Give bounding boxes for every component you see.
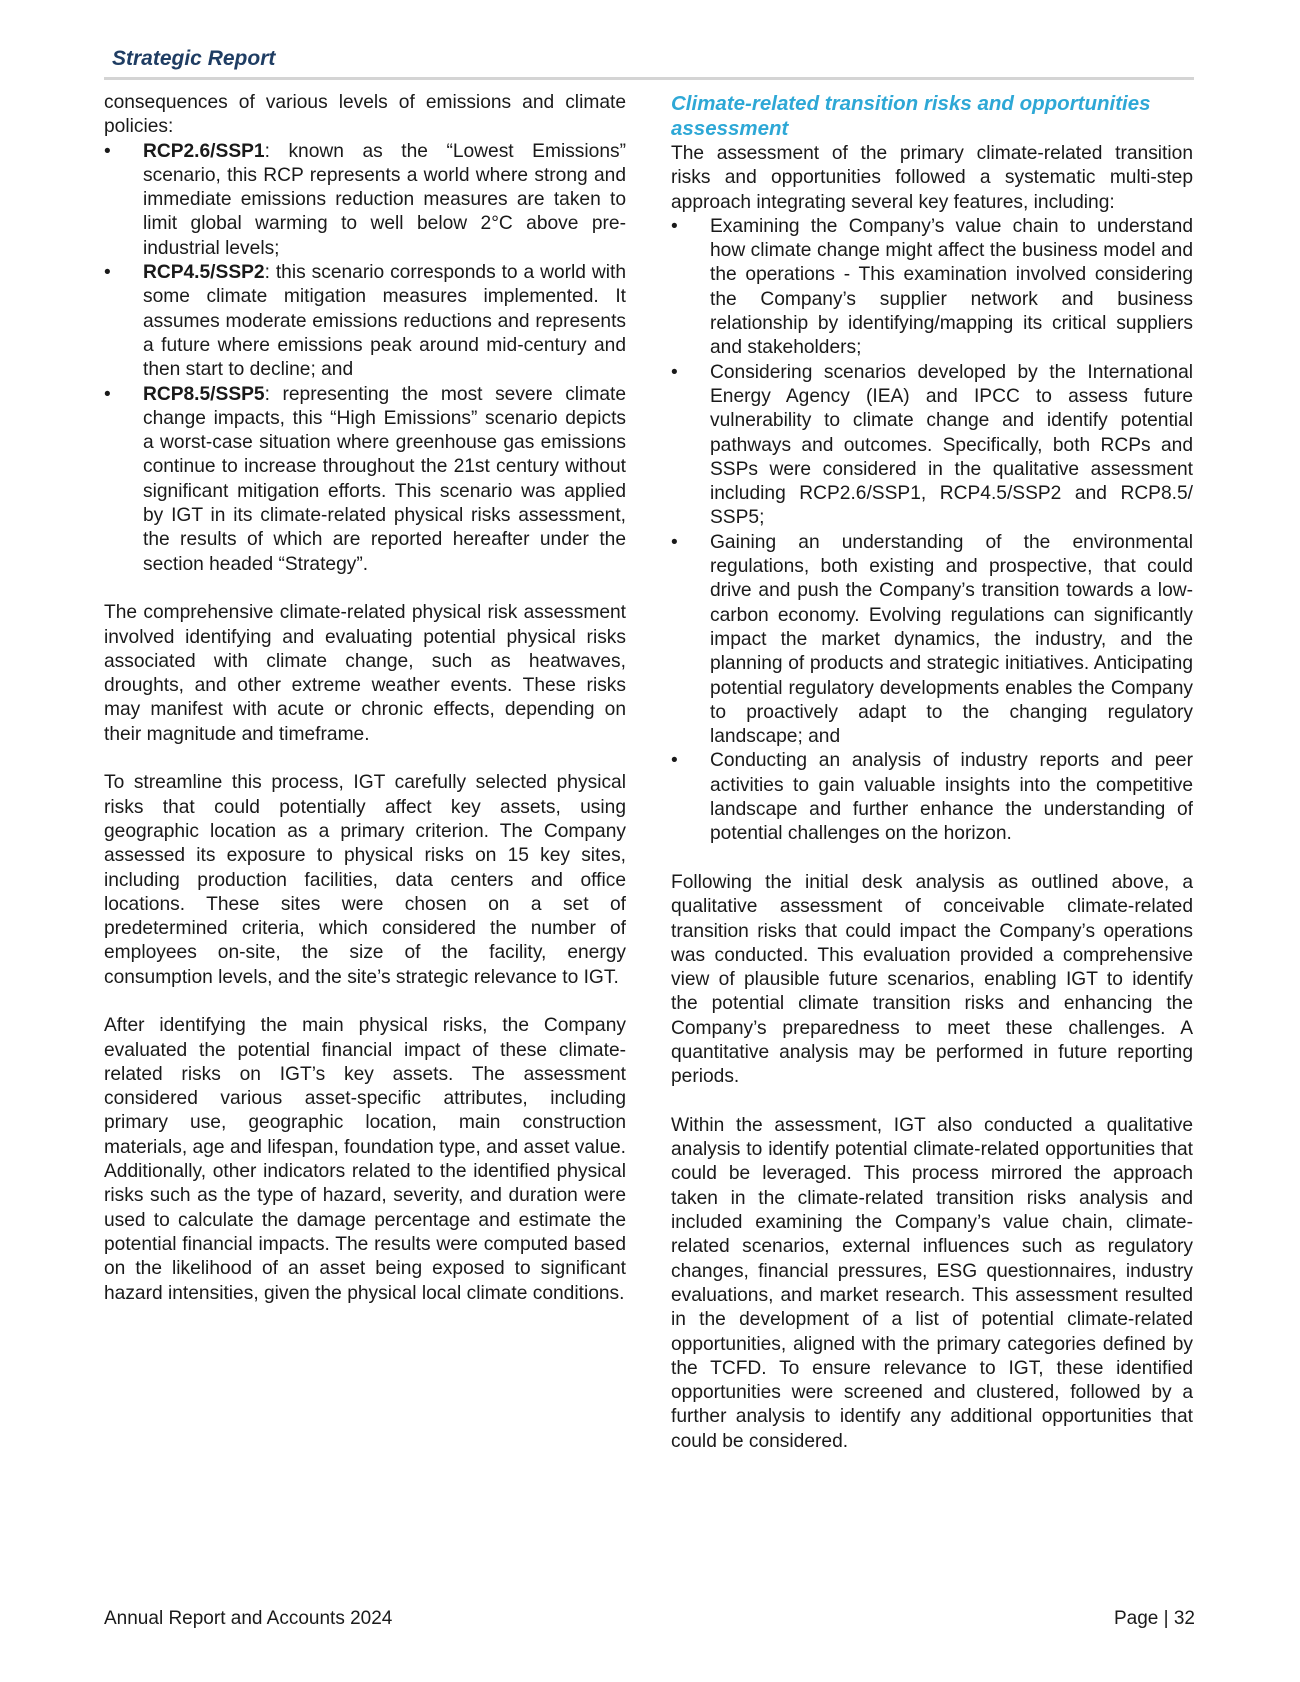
scenario-item (104, 261, 626, 382)
approach-text: Examining the Company’s value chain to understand how climate change might affect the business model and the operations - This examination involved considering the Company’s supplier network and business relationship by identifying/mapping its critical suppliers and stakeholders; (710, 215, 1193, 359)
footer-report-title: Annual Report and Accounts 2024 (104, 1608, 393, 1629)
body-paragraph: To streamline this process, IGT carefully selected physical risks that could potentially affect key assets, using geographic location as a primary criterion. The Company assessed its exposure to physical risks on 15 key sites, including production facilities, data centers and office locations. These sites were chosen on a set of predetermined criteria, which considered the number of employees on-site, the size of the facility, energy consumption levels, and the site’s strategic relevance to IGT. (104, 772, 626, 988)
scenario-item (104, 383, 626, 577)
left-column (104, 91, 626, 1306)
body-paragraph: After identifying the main physical risks, the Company evaluated the potential financial impact of these climate-related risks on IGT’s key assets. The assessment considered various asset-specific attributes, including primary use, geographic location, main construction materials, age and lifespan, foundation type, and asset value. Additionally, other indicators related to the identified physical risks such as the type of hazard, severity, and duration were used to calculate the damage percentage and estimate the potential financial impacts. The results were computed based on the likelihood of an asset being exposed to significant hazard intensities, given the physical local climate conditions. (104, 1015, 626, 1304)
left-intro: consequences of various levels of emissions and climate policies: (104, 92, 626, 138)
header-divider (104, 77, 1194, 80)
bullet-icon: • (671, 361, 678, 383)
scenario-text: : known as the “Lowest Emissions” scenario, this RCP represents a world where strong and immediate emissions reduction measures are taken to limit global warming to well below 2°C above pre-industrial levels; (143, 140, 626, 259)
scenario-term: RCP4.5/SSP2 (143, 262, 265, 284)
approach-list (671, 215, 1193, 847)
bullet-icon: • (671, 531, 678, 553)
right-intro: The assessment of the primary climate-related transition risks and opportunities followed a systematic multi-step approach integrating several key features, including: (671, 143, 1193, 213)
scenario-text: : this scenario corresponds to a world with some climate mitigation measures implemented. It assumes moderate emissions reductions and represents a future where emissions peak around mid-century and then start to decline; and (143, 262, 626, 381)
footer-page-number: Page | 32 (1113, 1608, 1195, 1629)
right-column (671, 91, 1193, 1454)
scenario-item (104, 140, 626, 261)
scenario-list (104, 140, 626, 577)
approach-text: Gaining an understanding of the environmental regulations, both existing and prospective, that could drive and push the Company’s transition towards a low-carbon economy. Evolving regulations can significantly impact the market dynamics, the industry, and the planning of products and strategic initiatives. Anticipating potential regulatory developments enables the Company to proactively adapt to the changing regulatory landscape; and (710, 531, 1193, 748)
scenario-text: : representing the most severe climate change impacts, this “High Emissions” scenario depicts a worst-case situation where greenhouse gas emissions continue to increase throughout the 21st century without significant mitigation efforts. This scenario was applied by IGT in its climate-related physical risks assessment, the results of which are reported hereafter under the section headed “Strategy”. (143, 383, 626, 575)
bullet-icon: • (104, 140, 111, 162)
scenario-term: RCP8.5/SSP5 (143, 383, 265, 405)
bullet-icon: • (671, 215, 678, 237)
approach-text: Conducting an analysis of industry reports and peer activities to gain valuable insights into the competitive landscape and further enhance the understanding of potential challenges on the horizon. (710, 750, 1193, 845)
section-title: Climate-related transition risks and opportunities assessment (671, 92, 1151, 140)
body-paragraph: Following the initial desk analysis as outlined above, a qualitative assessment of conceivable climate-related transition risks that could impact the Company’s operations was conducted. This evaluation provided a comprehensive view of plausible future scenarios, enabling IGT to identify the potential climate transition risks and enhancing the Company’s preparedness to meet these challenges. A quantitative analysis may be performed in future reporting periods. (671, 871, 1193, 1088)
scenario-term: RCP2.6/SSP1 (143, 140, 265, 162)
bullet-icon: • (104, 383, 111, 405)
approach-item (671, 215, 1193, 361)
approach-item (671, 749, 1193, 846)
body-paragraph: The comprehensive climate-related physical risk assessment involved identifying and evaluating potential physical risks associated with climate change, such as heatwaves, droughts, and other extreme weather events. These risks may manifest with acute or chronic effects, depending on their magnitude and timeframe. (104, 602, 626, 745)
bullet-icon: • (671, 750, 678, 772)
bullet-icon: • (104, 262, 111, 284)
approach-item (671, 361, 1193, 531)
body-paragraph: Within the assessment, IGT also conducted a qualitative analysis to identify potential climate-related opportunities that could be leveraged. This process mirrored the approach taken in the climate-related transition risks analysis and included examining the Company’s value chain, climate-related scenarios, external influences such as regulatory changes, financial pressures, ESG questionnaires, industry evaluations, and market research. This assessment resulted in the development of a list of potential climate-related opportunities, aligned with the primary categories defined by the TCFD. To ensure relevance to IGT, these identified opportunities were screened and clustered, followed by a further analysis to identify any additional opportunities that could be considered. (671, 1114, 1193, 1452)
approach-text: Considering scenarios developed by the International Energy Agency (IEA) and IPCC to assess future vulnerability to climate change and identify potential pathways and outcomes. Specifically, both RCPs and SSPs were considered in the qualitative assessment including RCP2.6/SSP1, RCP4.5/SSP2 and RCP8.5/ SSP5; (710, 361, 1193, 529)
approach-item (671, 531, 1193, 750)
section-header: Strategic Report (112, 47, 276, 70)
